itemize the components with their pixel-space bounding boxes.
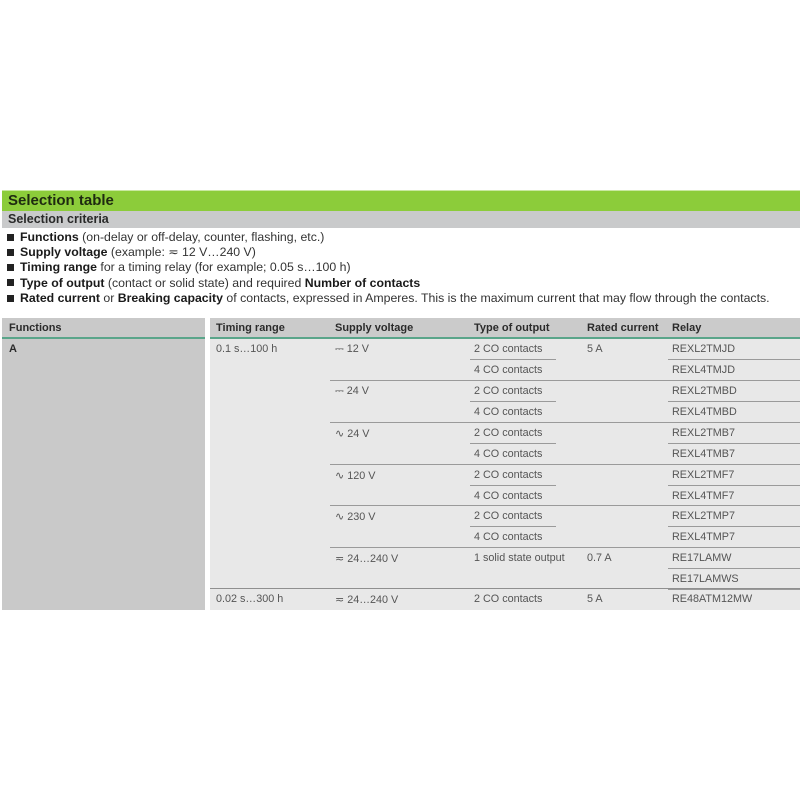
functions-column bbox=[2, 318, 205, 610]
type-of-output-cell: 2 CO contacts bbox=[474, 469, 543, 481]
supply-voltage-cell bbox=[335, 469, 375, 482]
type-of-output-cell: 4 CO contacts bbox=[474, 364, 543, 376]
criteria-item bbox=[6, 245, 800, 260]
voltage-label: 120 V bbox=[347, 470, 376, 482]
bullet-icon bbox=[7, 295, 14, 302]
criteria-text: for a timing relay (for example; 0.05 s…100 h) bbox=[96, 260, 351, 275]
supply-voltage-cell bbox=[335, 427, 369, 440]
title-bar bbox=[2, 190, 800, 211]
criteria-bold: Rated current bbox=[20, 290, 100, 305]
type-of-output-cell: 4 CO contacts bbox=[474, 406, 543, 418]
relay-cell: RE17LAMWS bbox=[672, 573, 739, 585]
page-title: Selection table bbox=[8, 192, 114, 209]
bullet-icon bbox=[7, 249, 14, 256]
type-of-output-cell: 2 CO contacts bbox=[474, 510, 543, 522]
group-divider bbox=[330, 464, 800, 465]
criteria-bold: Timing range bbox=[20, 260, 97, 275]
criteria-text: (contact or solid state) and required bbox=[104, 275, 305, 290]
relay-cell: REXL4TMBD bbox=[672, 406, 737, 418]
ac-dc-symbol-icon: ≂ bbox=[335, 594, 345, 606]
voltage-label: 24…240 V bbox=[347, 594, 399, 606]
criteria-item bbox=[6, 260, 800, 275]
criteria-text: or bbox=[99, 290, 118, 305]
row-divider bbox=[668, 401, 800, 402]
relay-cell: REXL4TMB7 bbox=[672, 448, 736, 460]
ac-symbol-icon: ∿ bbox=[335, 470, 345, 482]
row-divider bbox=[668, 443, 800, 444]
type-of-output-cell: 2 CO contacts bbox=[474, 343, 543, 355]
type-of-output-cell: 2 CO contacts bbox=[474, 427, 543, 439]
timing-range-cell: 0.02 s…300 h bbox=[216, 593, 284, 605]
voltage-label: 24 V bbox=[346, 385, 369, 397]
supply-voltage-cell bbox=[335, 593, 398, 606]
voltage-label: 12 V bbox=[346, 343, 369, 355]
rated-current-cell: 5 A bbox=[587, 593, 603, 605]
criteria-item bbox=[6, 276, 800, 291]
bullet-icon bbox=[7, 279, 14, 286]
row-divider bbox=[668, 359, 800, 360]
row-divider bbox=[470, 485, 556, 486]
criteria-bold: Supply voltage bbox=[20, 245, 108, 260]
row-divider bbox=[668, 568, 800, 569]
group-divider bbox=[330, 505, 800, 506]
subtitle-bar bbox=[2, 211, 800, 228]
row-divider bbox=[668, 589, 800, 590]
ac-dc-symbol-icon: ≂ bbox=[335, 553, 345, 565]
row-divider bbox=[470, 443, 556, 444]
rated-current-cell: 0.7 A bbox=[587, 552, 612, 564]
table-header-row bbox=[210, 318, 800, 339]
header-type-of-output: Type of output bbox=[474, 322, 550, 334]
group-divider bbox=[330, 547, 800, 548]
group-divider bbox=[330, 380, 800, 381]
supply-voltage-cell bbox=[335, 552, 398, 565]
row-divider bbox=[668, 526, 800, 527]
header-relay: Relay bbox=[672, 322, 702, 334]
type-of-output-cell: 4 CO contacts bbox=[474, 531, 543, 543]
relay-cell: RE17LAMW bbox=[672, 552, 732, 564]
ac-symbol-icon: ∿ bbox=[335, 428, 345, 440]
relay-cell: REXL2TMF7 bbox=[672, 469, 735, 481]
header-functions: Functions bbox=[2, 318, 205, 339]
criteria-item bbox=[6, 291, 800, 306]
row-divider bbox=[470, 401, 556, 402]
criteria-bold: Breaking capacity bbox=[117, 290, 223, 305]
supply-voltage-cell bbox=[335, 510, 375, 523]
criteria-bold: Type of output bbox=[20, 275, 105, 290]
type-of-output-cell: 2 CO contacts bbox=[474, 385, 543, 397]
supply-voltage-cell bbox=[335, 343, 369, 356]
row-divider bbox=[210, 588, 800, 589]
ac-symbol-icon: ∿ bbox=[335, 511, 345, 523]
header-timing-range: Timing range bbox=[216, 322, 285, 334]
voltage-label: 24…240 V bbox=[347, 553, 399, 565]
criteria-list bbox=[6, 230, 800, 306]
relay-cell: REXL4TMJD bbox=[672, 364, 735, 376]
type-of-output-cell: 4 CO contacts bbox=[474, 448, 543, 460]
relay-cell: REXL4TMP7 bbox=[672, 531, 736, 543]
header-supply-voltage: Supply voltage bbox=[335, 322, 414, 334]
row-divider bbox=[668, 485, 800, 486]
criteria-text: of contacts, expressed in Amperes. This is the maximum current that may flow through the contacts. bbox=[223, 290, 770, 305]
timing-range-cell: 0.1 s…100 h bbox=[216, 343, 278, 355]
criteria-bold: Number of contacts bbox=[304, 275, 421, 290]
criteria-bold: Functions bbox=[20, 230, 79, 244]
relay-cell: REXL2TMJD bbox=[672, 343, 735, 355]
relay-cell: REXL2TMP7 bbox=[672, 510, 736, 522]
type-of-output-cell: 4 CO contacts bbox=[474, 490, 543, 502]
section-subtitle: Selection criteria bbox=[8, 212, 109, 226]
criteria-item bbox=[6, 230, 800, 245]
row-divider bbox=[470, 359, 556, 360]
relay-cell: RE48ATM12MW bbox=[672, 593, 753, 605]
relay-cell: REXL2TMB7 bbox=[672, 427, 736, 439]
supply-voltage-cell bbox=[335, 385, 369, 398]
type-of-output-cell: 2 CO contacts bbox=[474, 593, 543, 605]
table-body bbox=[210, 318, 800, 610]
row-divider bbox=[470, 526, 556, 527]
relay-cell: REXL4TMF7 bbox=[672, 490, 735, 502]
bullet-icon bbox=[7, 234, 14, 241]
criteria-text: (on-delay or off-delay, counter, flashing, etc.) bbox=[78, 230, 325, 244]
criteria-text: (example: ≂ 12 V…240 V) bbox=[107, 245, 256, 260]
voltage-label: 230 V bbox=[347, 511, 376, 523]
dc-symbol-icon: ⎓ bbox=[335, 385, 344, 397]
group-divider bbox=[330, 422, 800, 423]
dc-symbol-icon: ⎓ bbox=[335, 343, 344, 355]
function-value: A bbox=[9, 343, 17, 355]
rated-current-cell: 5 A bbox=[587, 343, 603, 355]
type-of-output-cell: 1 solid state output bbox=[474, 552, 565, 564]
header-rated-current: Rated current bbox=[587, 322, 659, 334]
relay-cell: REXL2TMBD bbox=[672, 385, 737, 397]
voltage-label: 24 V bbox=[347, 428, 370, 440]
selection-table bbox=[0, 318, 800, 610]
bullet-icon bbox=[7, 264, 14, 271]
